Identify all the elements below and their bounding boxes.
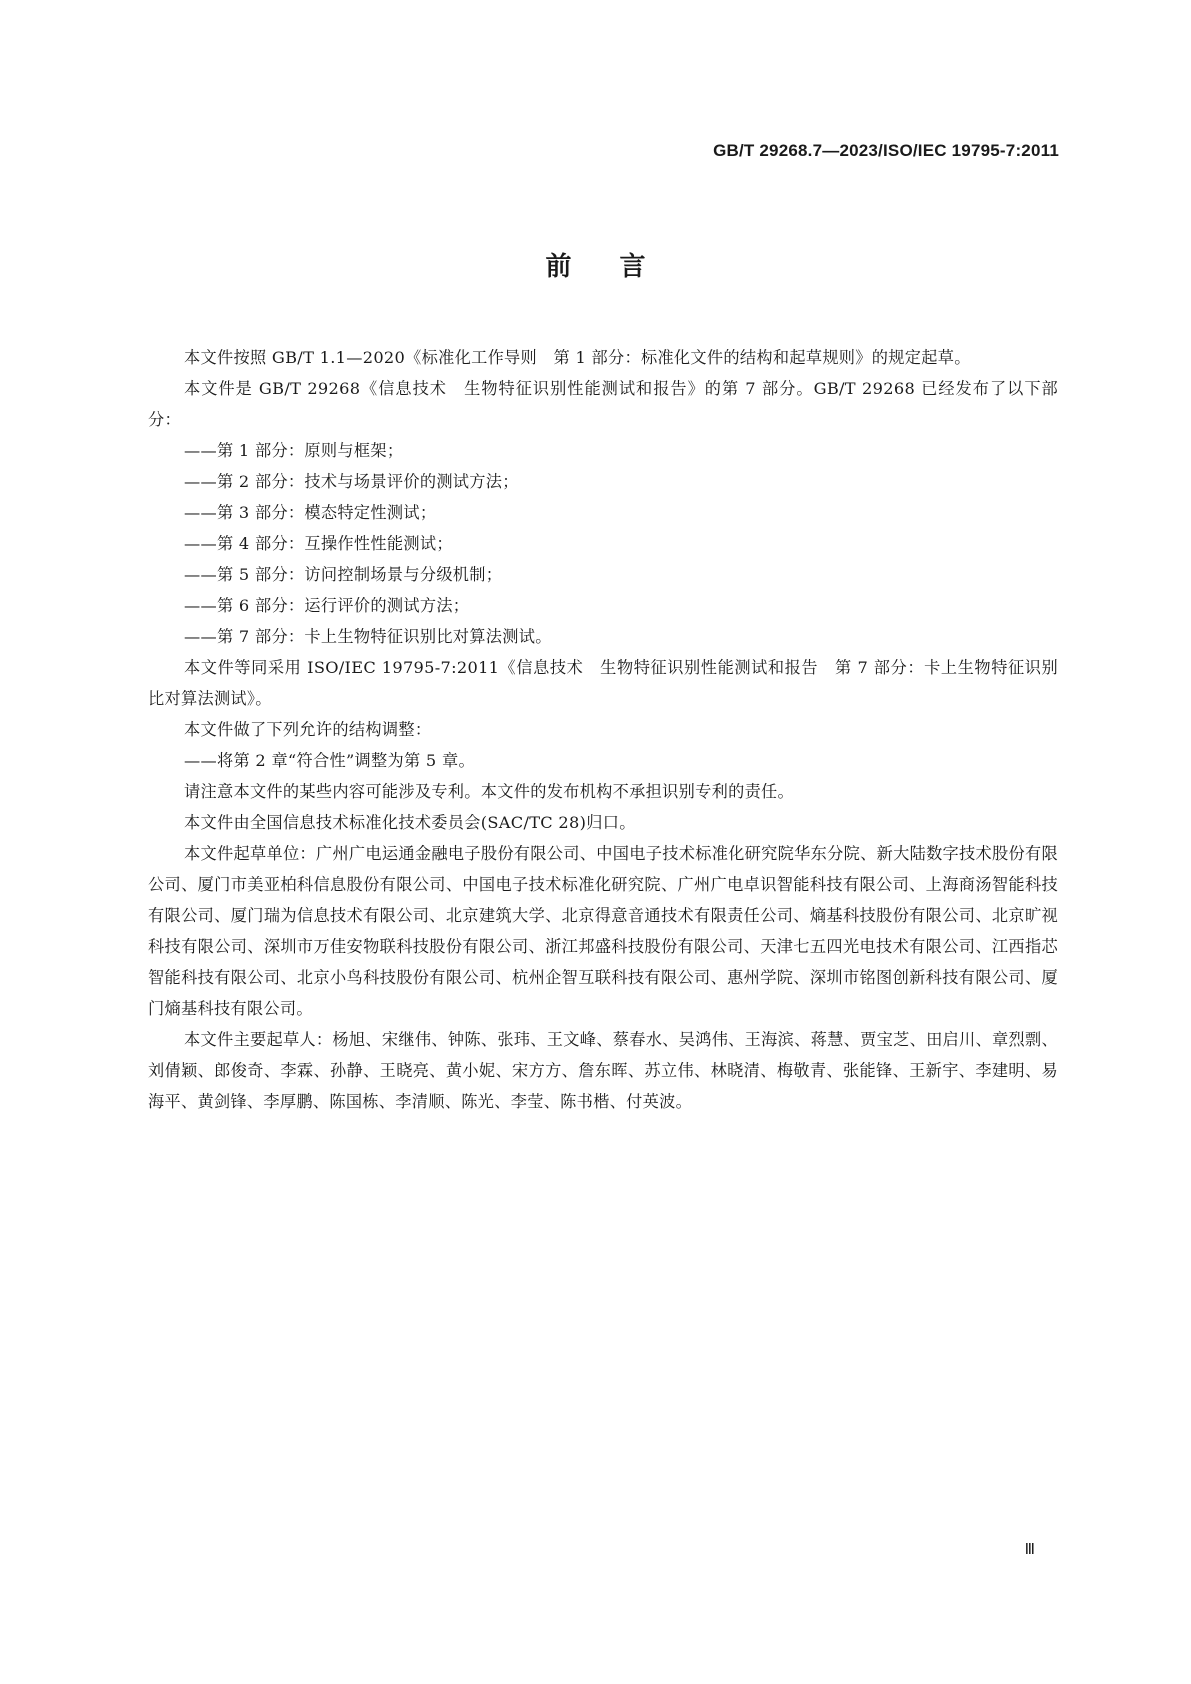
paragraph-drafting-organizations: 本文件起草单位：广州广电运通金融电子股份有限公司、中国电子技术标准化研究院华东分院、新大陆数字技术股份有限公司、厦门市美亚柏科信息股份有限公司、中国电子技术标准化研究院、广州广电卓识智能科技有限公司、上海商汤智能科技有限公司、厦门瑞为信息技术有限公司、北京建筑大学、北京得意音通技术有限责任公司、熵基科技股份有限公司、北京旷视科技有限公司、深圳市万佳安物联科技股份有限公司、浙江邦盛科技股份有限公司、天津七五四光电技术有限公司、江西指芯智能科技有限公司、北京小鸟科技股份有限公司、杭州企智互联科技有限公司、惠州学院、深圳市铭图创新科技有限公司、厦门熵基科技有限公司。 — [148, 844, 1058, 1018]
paragraph-drafting-rules: 本文件按照 GB/T 1.1—2020《标准化工作导则 第 1 部分：标准化文件的结构和起草规则》的规定起草。 — [184, 348, 971, 367]
list-item-part-7: ——第 7 部分：卡上生物特征识别比对算法测试。 — [184, 627, 552, 646]
list-item-structural-change: ——将第 2 章“符合性”调整为第 5 章。 — [184, 751, 475, 770]
list-item-part-5: ——第 5 部分：访问控制场景与分级机制； — [184, 565, 503, 584]
page-number: Ⅲ — [1024, 1542, 1035, 1558]
page-title: 前言 — [545, 252, 694, 282]
paragraph-identical-adoption: 本文件等同采用 ISO/IEC 19795-7:2011《信息技术 生物特征识别性能测试和报告 第 7 部分：卡上生物特征识别比对算法测试》。 — [148, 658, 1058, 708]
paragraph-patent-notice: 请注意本文件的某些内容可能涉及专利。本文件的发布机构不承担识别专利的责任。 — [184, 782, 795, 801]
list-item-part-2: ——第 2 部分：技术与场景评价的测试方法； — [184, 472, 519, 491]
standard-number-header: GB/T 29268.7—2023/ISO/IEC 19795-7:2011 — [713, 141, 1059, 160]
paragraph-series-intro: 本文件是 GB/T 29268《信息技术 生物特征识别性能测试和报告》的第 7 部分。GB/T 29268 已经发布了以下部分： — [148, 379, 1058, 429]
paragraph-drafters: 本文件主要起草人：杨旭、宋继伟、钟陈、张玮、王文峰、蔡春水、吴鸿伟、王海滨、蒋慧、贾宝芝、田启川、章烈剽、刘倩颖、郎俊奇、李霖、孙静、王晓亮、黄小妮、宋方方、詹东晖、苏立伟、林晓清、梅敬青、张能锋、王新宇、李建明、易海平、黄剑锋、李厚鹏、陈国栋、李清顺、陈光、李莹、陈书楷、付英波。 — [148, 1030, 1058, 1111]
foreword-body — [148, 342, 1058, 1117]
list-item-part-3: ——第 3 部分：模态特定性测试； — [184, 503, 437, 522]
list-item-part-1: ——第 1 部分：原则与框架； — [184, 441, 404, 460]
paragraph-committee: 本文件由全国信息技术标准化技术委员会(SAC/TC 28)归口。 — [184, 813, 636, 832]
list-item-part-4: ——第 4 部分：互操作性性能测试； — [184, 534, 453, 553]
list-item-part-6: ——第 6 部分：运行评价的测试方法； — [184, 596, 470, 615]
paragraph-structural-changes: 本文件做了下列允许的结构调整： — [184, 720, 432, 739]
